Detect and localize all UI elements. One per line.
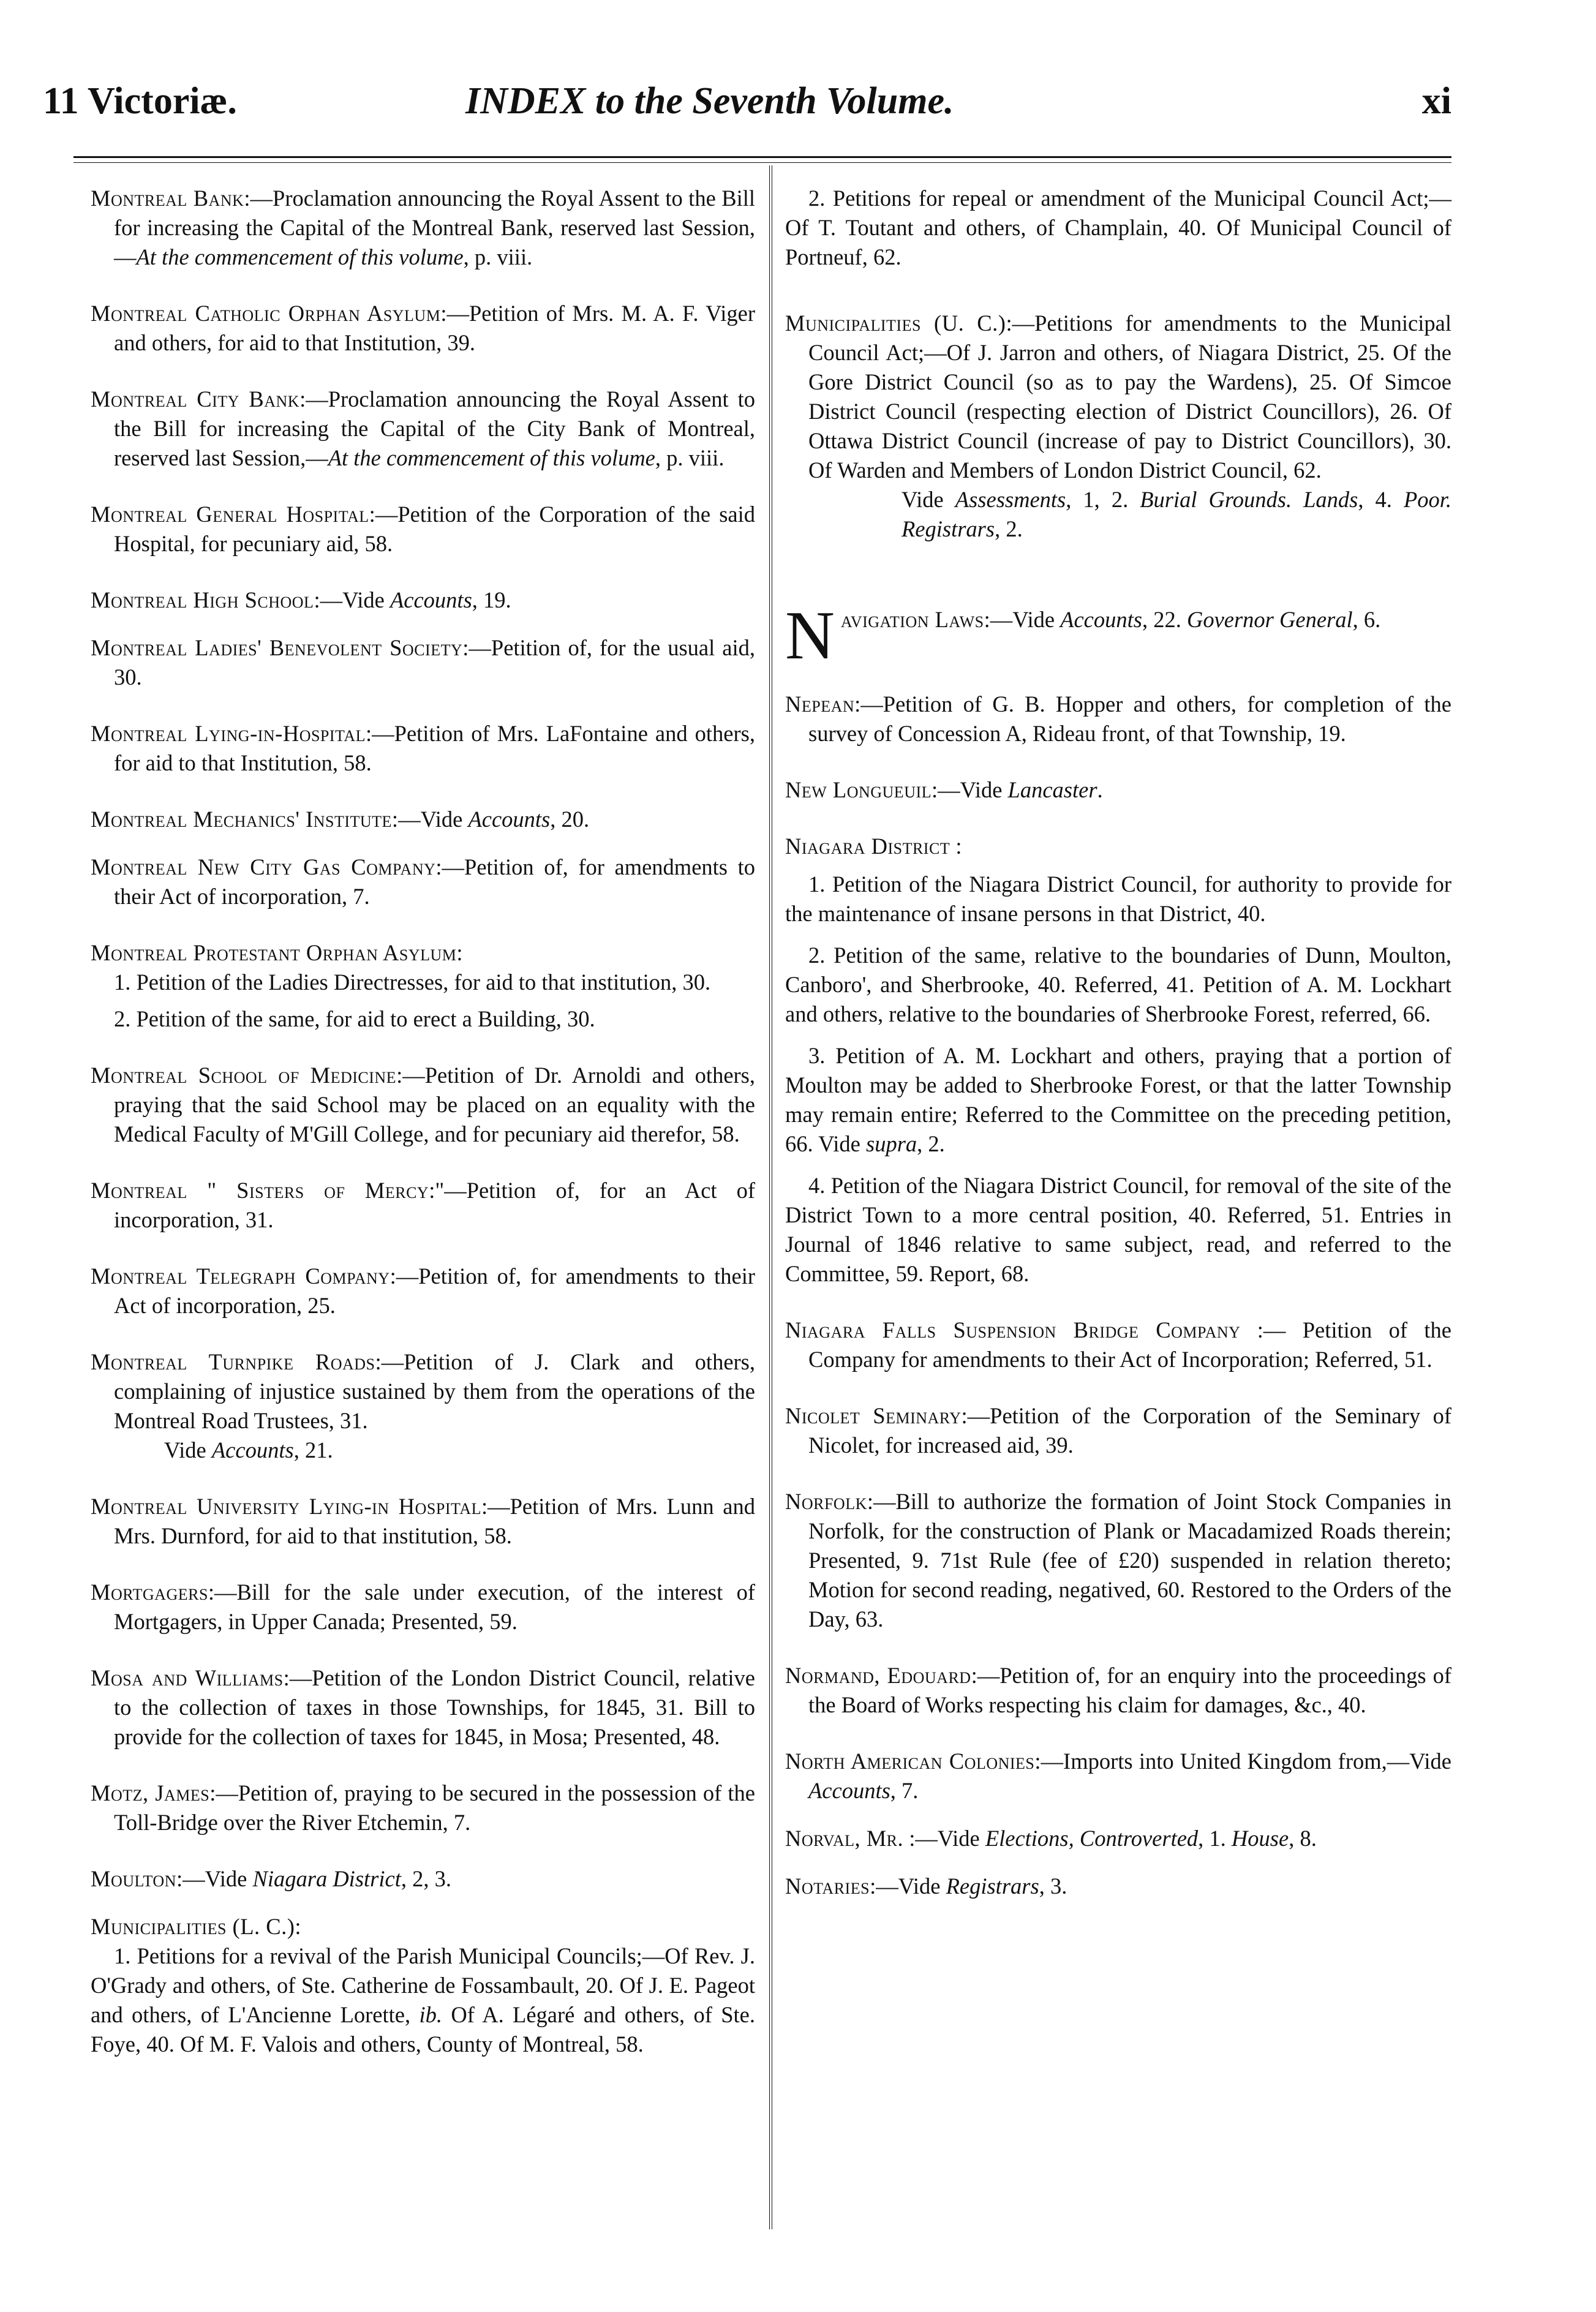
entry-text: :—Vide bbox=[391, 807, 469, 832]
entry-text: :—Vide bbox=[984, 607, 1061, 632]
vide-number: , 4. bbox=[1358, 487, 1404, 512]
entry-subitem: 2. Petition of the same, for aid to erect a Building, 30. bbox=[114, 1006, 595, 1031]
entry-italic: House bbox=[1231, 1826, 1289, 1851]
entry-heading: Nicolet Seminary bbox=[785, 1403, 962, 1428]
entry-text: :—Petition of, for amendments to their Act of incorporation, 25. bbox=[114, 1263, 755, 1318]
entry-subitem: 4. Petition of the Niagara District Council, for removal of the site of the District Town to a more central position, 40. Referred, 51. Entries in Journal of 1846 relative to same subject, read, and referred to the Committee, 59. Report, 68. bbox=[785, 1173, 1451, 1286]
entry-tail: , 2, 3. bbox=[401, 1866, 451, 1891]
entry-text: :—Petition of Dr. Arnoldi and others, praying that the said School may be placed on an equality with the Medical Faculty of M'Gill College, and for pecuniary aid therefor, 58. bbox=[114, 1063, 755, 1147]
index-entry bbox=[91, 1578, 755, 1636]
entry-text: :—Petition of Mrs. M. A. F. Viger and others, for aid to that Institution, 39. bbox=[114, 301, 755, 355]
vide-ref: Burial Grounds. bbox=[1140, 487, 1292, 512]
entry-text: :—Petition of G. B. Hopper and others, for completion of the survey of Concession A, Rideau front, of that Township, 19. bbox=[808, 691, 1451, 746]
entry-text: :"—Petition of, for an Act of incorporation, 31. bbox=[114, 1178, 755, 1232]
index-entry bbox=[785, 1747, 1451, 1806]
entry-tail: , p. viii. bbox=[655, 445, 725, 470]
entry-heading: Norval, Mr. bbox=[785, 1826, 904, 1851]
index-entry bbox=[91, 719, 755, 778]
header-title: INDEX to the Seventh Volume. bbox=[465, 80, 954, 122]
entry-text: :—Vide bbox=[903, 1826, 985, 1851]
entry-italic: Registrars bbox=[946, 1873, 1039, 1899]
entry-text: :—Petition of the Corporation of the said Hospital, for pecuniary aid, 58. bbox=[114, 502, 756, 556]
entry-italic: Accounts bbox=[1060, 607, 1142, 632]
entry-heading: Montreal New City Gas Company bbox=[91, 854, 436, 879]
entry-subitem: 2. Petition of the same, relative to the boundaries of Dunn, Moulton, Canboro', and Sherbrooke, 40. Referred, 41. Petition of A. M. Lockhart and others, relative to the boundaries of Sherbrooke Forest, referred, 66. bbox=[785, 943, 1451, 1026]
entry-text: :—Bill to authorize the formation of Joint Stock Companies in Norfolk, for the construction of Plank or Macadamized Roads therein; Presented, 9. 71st Rule (fee of £20) suspended in relation thereto; Motion for second reading, negatived, 60. Restored to the Orders of the Day, 63. bbox=[808, 1489, 1451, 1632]
entry-heading: Normand, Edouard bbox=[785, 1663, 971, 1688]
entry-heading: Mortgagers bbox=[91, 1580, 208, 1605]
entry-heading: Niagara Falls Suspension Bridge Company bbox=[785, 1317, 1241, 1342]
entry-text: :—Imports into United Kingdom from,—Vide bbox=[1034, 1749, 1451, 1774]
index-entry bbox=[91, 1864, 755, 1894]
left-column bbox=[91, 184, 755, 2086]
index-entry bbox=[785, 1872, 1451, 1901]
column-divider bbox=[769, 165, 772, 2229]
vide-number: , 21. bbox=[293, 1437, 333, 1463]
entry-text: :—Proclamation announcing the Royal Assent to the Bill for increasing the Capital of the Montreal Bank, reserved last Session,— bbox=[114, 186, 755, 269]
entry-text: :—Vide bbox=[932, 777, 1008, 802]
index-entry bbox=[785, 1401, 1451, 1460]
subitem-text: 1. Petitions for a revival of the Parish Municipal Councils;—Of Rev. J. O'Grady and others, of Ste. Catherine de Fossambault, 20. Of J. E. Pageot and others, of L'Ancienne Lorette, bbox=[91, 1943, 755, 2027]
index-entry bbox=[785, 1824, 1451, 1853]
entry-italic: Elections, Controverted bbox=[985, 1826, 1199, 1851]
entry-text: :—Vide bbox=[176, 1866, 253, 1891]
entry-heading: avigation Laws bbox=[840, 607, 984, 632]
index-entry bbox=[91, 1262, 755, 1320]
entry-tail: , p. viii. bbox=[463, 244, 533, 269]
vide-ref: Lands bbox=[1303, 487, 1358, 512]
right-column bbox=[785, 184, 1451, 1928]
entry-heading: Motz, James bbox=[91, 1780, 210, 1806]
entry-text: :—Vide bbox=[870, 1873, 946, 1899]
index-entry bbox=[91, 385, 755, 473]
index-entry bbox=[91, 1492, 755, 1551]
vide-ref: Accounts bbox=[211, 1437, 294, 1463]
vide-word: Vide bbox=[164, 1437, 212, 1463]
index-entry bbox=[785, 1661, 1451, 1720]
entry-text: :—Petition of, for amendments to their Act of incorporation, 7. bbox=[114, 854, 755, 909]
entry-vide bbox=[785, 485, 1451, 544]
entry-italic: At the commencement of this volume bbox=[328, 445, 655, 470]
entry-text: :—Petition of the Corporation of the Seminary of Nicolet, for increased aid, 39. bbox=[808, 1403, 1451, 1458]
entry-text: :—Bill for the sale under execution, of the interest of Mortgagers, in Upper Canada; Presented, 59. bbox=[114, 1580, 755, 1634]
vide-ref: Registrars bbox=[902, 516, 995, 541]
entry-tail: , 8. bbox=[1289, 1826, 1317, 1851]
header-page-number: xi bbox=[1421, 80, 1451, 122]
entry-heading: Municipalities (L. C.) bbox=[91, 1914, 295, 1939]
entry-heading: Montreal Telegraph Company bbox=[91, 1263, 390, 1289]
entry-heading: Montreal University Lying-in Hospital bbox=[91, 1494, 481, 1519]
entry-tail: , 19. bbox=[472, 587, 511, 612]
index-entry bbox=[91, 938, 755, 1034]
index-entry bbox=[91, 1663, 755, 1752]
entry-heading: New Longueuil bbox=[785, 777, 932, 802]
entry-heading: Montreal Turnpike Roads bbox=[91, 1349, 375, 1374]
drop-cap: N bbox=[785, 598, 835, 674]
entry-italic: Accounts bbox=[390, 587, 472, 612]
entry-heading: Municipalities (U. C.) bbox=[785, 311, 1006, 336]
index-entry bbox=[91, 1176, 755, 1235]
entry-heading: Montreal Catholic Orphan Asylum bbox=[91, 301, 441, 326]
entry-tail: , 20. bbox=[550, 807, 590, 832]
entry-heading: Montreal Bank bbox=[91, 186, 244, 211]
entry-subitem: 2. Petitions for repeal or amendment of the Municipal Council Act;—Of T. Toutant and others, of Champlain, 40. Of Municipal Council of Portneuf, 62. bbox=[785, 186, 1451, 269]
entry-text: :—Petition of Mrs. Lunn and Mrs. Durnford, for aid to that institution, 58. bbox=[114, 1494, 755, 1548]
header-regnal-year: 11 Victoriæ. bbox=[43, 80, 237, 122]
index-entry bbox=[91, 1347, 755, 1465]
entry-text: :—Proclamation announcing the Royal Assent to the Bill for increasing the Capital of the City Bank of Montreal, reserved last Session,— bbox=[114, 386, 755, 470]
entry-heading: Moulton bbox=[91, 1866, 176, 1891]
entry-heading: Norfolk bbox=[785, 1489, 867, 1514]
entry-heading: Montreal Ladies' Benevolent Society bbox=[91, 635, 463, 660]
entry-text: :—Petition of the London District Council, relative to the collection of taxes in those Townships, for 1845, 31. Bill to provide for the collection of taxes for 1845, in Mosa; Presented, 48. bbox=[114, 1665, 756, 1749]
entry-italic: Accounts bbox=[468, 807, 551, 832]
entry-italic: At the commencement of this volume bbox=[136, 244, 464, 269]
entry-text: , 1. bbox=[1198, 1826, 1232, 1851]
header-rule-thick bbox=[73, 156, 1451, 158]
index-entry bbox=[785, 1316, 1451, 1374]
entry-text: :—Petition of J. Clark and others, complaining of injustice sustained by them from the operations of the Montreal Road Trustees, 31. bbox=[114, 1349, 755, 1433]
entry-tail: , 6. bbox=[1352, 607, 1381, 632]
entry-heading: Montreal Protestant Orphan Asylum bbox=[91, 940, 457, 965]
index-entry bbox=[91, 1912, 755, 2059]
entry-text: : bbox=[456, 940, 463, 965]
subitem-text: , 2. bbox=[917, 1131, 945, 1156]
entry-text: : bbox=[295, 1914, 301, 1939]
index-entry bbox=[91, 1779, 755, 1837]
index-entry bbox=[785, 690, 1451, 748]
entry-tail: , 3. bbox=[1039, 1873, 1067, 1899]
entry-italic: Niagara District bbox=[252, 1866, 401, 1891]
entry-heading: Niagara District bbox=[785, 834, 950, 859]
index-entry bbox=[785, 1487, 1451, 1634]
subitem-text: Of A. Légaré and others, of Ste. Foye, 40. Of M. F. Valois and others, County of Montreal, 58. bbox=[91, 2002, 755, 2057]
entry-heading: Montreal High School bbox=[91, 587, 314, 612]
entry-heading: Montreal School of Medicine bbox=[91, 1063, 397, 1088]
vide-word: Vide bbox=[902, 487, 955, 512]
subitem-text: 3. Petition of A. M. Lockhart and others, praying that a portion of Moulton may be added to Sherbrooke Forest, or that the latter Township may remain entire; Referred to the Committee on the preceding petition, 66. Vide bbox=[785, 1043, 1451, 1156]
entry-italic: Governor General bbox=[1186, 607, 1353, 632]
index-entry bbox=[91, 633, 755, 692]
vide-ref: Assessments bbox=[955, 487, 1066, 512]
entry-italic: Accounts bbox=[808, 1778, 890, 1803]
entry-subitem: 1. Petition of the Ladies Directresses, for aid to that institution, 30. bbox=[114, 970, 711, 995]
index-entry bbox=[785, 309, 1451, 544]
index-entry bbox=[785, 775, 1451, 805]
entry-text: : bbox=[950, 834, 962, 859]
index-entry bbox=[785, 832, 1451, 1289]
index-entry bbox=[91, 184, 755, 272]
entry-text: :—Petition of, for an enquiry into the proceedings of the Board of Works respecting his claim for damages, &c., 40. bbox=[808, 1663, 1451, 1717]
entry-heading: Montreal General Hospital bbox=[91, 502, 369, 527]
index-entry bbox=[91, 1061, 755, 1149]
entry-text: :— Petition of the Company for amendments to their Act of Incorporation; Referred, 51. bbox=[808, 1317, 1451, 1372]
entry-text: :—Vide bbox=[314, 587, 390, 612]
entry-heading: North American Colonies bbox=[785, 1749, 1035, 1774]
subitem-italic: ib. bbox=[419, 2002, 442, 2027]
vide-number bbox=[1292, 487, 1303, 512]
entry-heading: Mosa and Williams bbox=[91, 1665, 284, 1690]
entry-subitem bbox=[91, 1941, 755, 2059]
entry-heading: Notaries bbox=[785, 1873, 870, 1899]
index-entry bbox=[91, 805, 755, 834]
vide-number: , 1, 2. bbox=[1066, 487, 1140, 512]
entry-heading: Nepean bbox=[785, 691, 855, 717]
index-entry bbox=[91, 299, 755, 358]
index-entry bbox=[785, 598, 1451, 674]
page-header bbox=[43, 80, 1451, 153]
entry-heading: Montreal " Sisters of Mercy bbox=[91, 1178, 429, 1203]
entry-italic: Lancaster bbox=[1007, 777, 1097, 802]
entry-vide bbox=[91, 1436, 755, 1465]
entry-tail: . bbox=[1097, 777, 1103, 802]
index-entry bbox=[91, 586, 755, 615]
entry-text: :—Petition of, praying to be secured in the possession of the Toll-Bridge over the River Etchemin, 7. bbox=[114, 1780, 756, 1835]
header-rule-thin bbox=[73, 162, 1451, 163]
entry-subitem bbox=[785, 1041, 1451, 1159]
subitem-italic: supra bbox=[865, 1131, 917, 1156]
entry-text: :—Petition of Mrs. LaFontaine and others, for aid to that Institution, 58. bbox=[114, 721, 755, 775]
vide-number: , 2. bbox=[995, 516, 1023, 541]
index-entry bbox=[91, 500, 755, 559]
entry-heading: Montreal Lying-in-Hospital bbox=[91, 721, 366, 746]
entry-text: , 22. bbox=[1142, 607, 1187, 632]
entry-subitem: 1. Petition of the Niagara District Council, for authority to provide for the maintenance of insane persons in that District, 40. bbox=[785, 872, 1451, 926]
index-entry bbox=[91, 853, 755, 911]
vide-ref: Poor. bbox=[1403, 487, 1452, 512]
entry-text: :—Petition of, for the usual aid, 30. bbox=[114, 635, 756, 690]
entry-text: :—Petitions for amendments to the Municipal Council Act;—Of J. Jarron and others, of Niagara District, 25. Of the Gore District Council (so as to pay the Wardens), 25. Of Simcoe District Council (respecting election of District Councillors), 26. Of Ottawa District Council (increase of pay to District Councillors), 30. Of Warden and Members of London District Council, 62. bbox=[808, 311, 1451, 483]
entry-heading: Montreal City Bank bbox=[91, 386, 300, 412]
entry-heading: Montreal Mechanics' Institute bbox=[91, 807, 392, 832]
entry-tail: , 7. bbox=[890, 1778, 919, 1803]
